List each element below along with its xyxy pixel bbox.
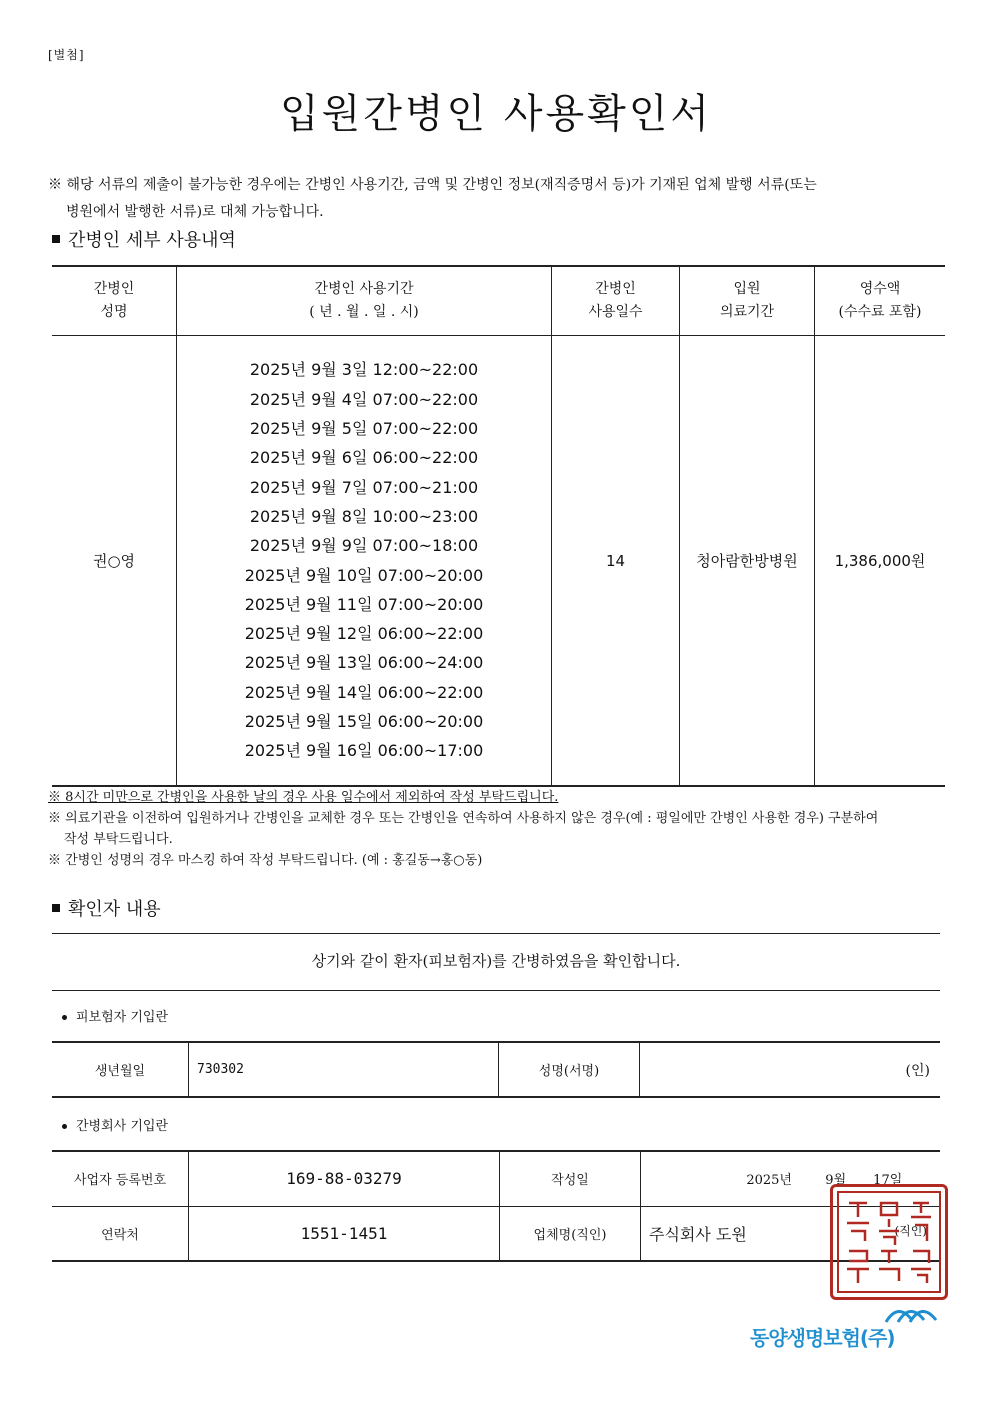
bullet-dot-icon [62,1015,67,1020]
confirm-statement: 상기와 같이 환자(피보험자)를 간병하였음을 확인합니다. [52,933,940,991]
usage-notes [48,787,948,871]
usage-date-item: 2025년 9월 7일 07:00~21:00 [249,477,479,497]
company-table [52,1150,940,1262]
usage-date-item: 2025년 9월 3일 12:00~22:00 [249,360,479,380]
usage-date-item: 2025년 9월 13일 06:00~24:00 [244,653,484,673]
biz-name-label: 업체명(직인) [500,1206,641,1261]
header-name: 간병인 성명 [52,266,177,336]
section-usage-title: 간병인 세부 사용내역 [68,230,236,251]
contact-field[interactable]: 1551-1451 [189,1206,500,1261]
official-seal-mark: (직인) [894,1223,927,1238]
usage-date-item: 2025년 9월 15일 06:00~20:00 [244,711,484,731]
birth-label: 생년월일 [52,1042,189,1097]
note-masking: ※ 간병인 성명의 경우 마스킹 하여 작성 부탁드립니다. (예 : 홍길동→홍○동) [48,853,483,868]
usage-date-item: 2025년 9월 5일 07:00~22:00 [249,419,479,439]
biz-name-value: 주식회사 도원 [649,1224,747,1244]
insured-heading [62,1006,168,1025]
notice-line-1: ※ 해당 서류의 제출이 불가능한 경우에는 간병인 사용기간, 금액 및 간병인 정보(재직증명서 등)가 기재된 업체 발행 서류(또는 [48,177,817,193]
section-confirm-heading [52,895,161,921]
company-seal-stamp [830,1184,948,1300]
name-sign-label: 성명(서명) [499,1042,640,1097]
date-label: 작성일 [500,1151,641,1206]
institution-name: 청아람한방병원 [680,336,815,787]
seal-mark: (인) [905,1062,930,1079]
usage-data-row [52,336,945,787]
insurer-logo [742,1300,952,1350]
usage-date-item: 2025년 9월 12일 06:00~22:00 [244,624,484,644]
usage-date-item: 2025년 9월 9일 07:00~18:00 [249,536,479,556]
usage-date-item: 2025년 9월 6일 06:00~22:00 [249,448,479,468]
section-usage-heading [52,226,236,252]
submission-notice [48,172,948,226]
note-transfer-cont: 작성 부탁드립니다. [64,832,173,847]
usage-dates-list [178,355,550,765]
header-institution: 입원 의료기간 [680,266,815,336]
note-transfer: ※ 의료기관을 이전하여 입원하거나 간병인을 교체한 경우 또는 간병인을 연속하여 사용하지 않은 경우(예 : 평일에만 간병인 사용한 경우) 구분하여 [48,811,879,826]
company-heading-text: 간병회사 기입란 [76,1119,169,1134]
usage-date-item: 2025년 9월 8일 10:00~23:00 [249,506,479,526]
header-days: 간병인 사용일수 [552,266,680,336]
square-bullet-icon [52,904,60,912]
usage-date-item: 2025년 9월 10일 07:00~20:00 [244,565,484,585]
header-amount: 영수액 (수수료 포함) [815,266,946,336]
usage-days: 14 [552,336,680,787]
insurer-logo-text: 동양생명보험(주) [750,1326,895,1350]
usage-date-item: 2025년 9월 14일 06:00~22:00 [244,682,484,702]
stamp-glyphs [833,1187,945,1297]
section-confirm-title: 확인자 내용 [68,899,161,920]
contact-label: 연락처 [52,1206,189,1261]
usage-header-row [52,266,945,336]
usage-table [52,265,945,787]
date-year: 2025년 [746,1173,792,1189]
insured-table [52,1041,940,1098]
note-min-hours: ※ 8시간 미만으로 간병인을 사용한 날의 경우 사용 일수에서 제외하여 작성 부탁드립니다. [48,790,559,805]
page-title: 입원간병인 사용확인서 [279,91,713,137]
usage-period-cell [177,336,552,787]
reg-number-field[interactable]: 169-88-03279 [189,1151,500,1206]
notice-line-2: 병원에서 발행한 서류)로 대체 가능합니다. [66,204,324,220]
reg-number-label: 사업자 등록번호 [52,1151,189,1206]
wave-logo-icon [882,1300,942,1324]
header-period: 간병인 사용기간 ( 년 . 월 . 일 . 시) [177,266,552,336]
bullet-dot-icon [62,1124,67,1129]
square-bullet-icon [52,235,60,243]
usage-date-item: 2025년 9월 16일 06:00~17:00 [244,741,484,761]
usage-date-item: 2025년 9월 4일 07:00~22:00 [249,389,479,409]
company-heading [62,1115,168,1134]
name-sign-field[interactable] [640,1042,941,1097]
date-month: 9월 [825,1173,847,1189]
date-day: 17일 [873,1173,903,1189]
attachment-label: [별첨] [48,48,85,62]
usage-date-item: 2025년 9월 11일 07:00~20:00 [244,594,484,614]
caregiver-name: 권○영 [52,336,177,787]
amount-value: 1,386,000원 [815,336,946,787]
birth-field[interactable]: 730302 [189,1042,499,1097]
insured-heading-text: 피보험자 기입란 [76,1010,169,1025]
